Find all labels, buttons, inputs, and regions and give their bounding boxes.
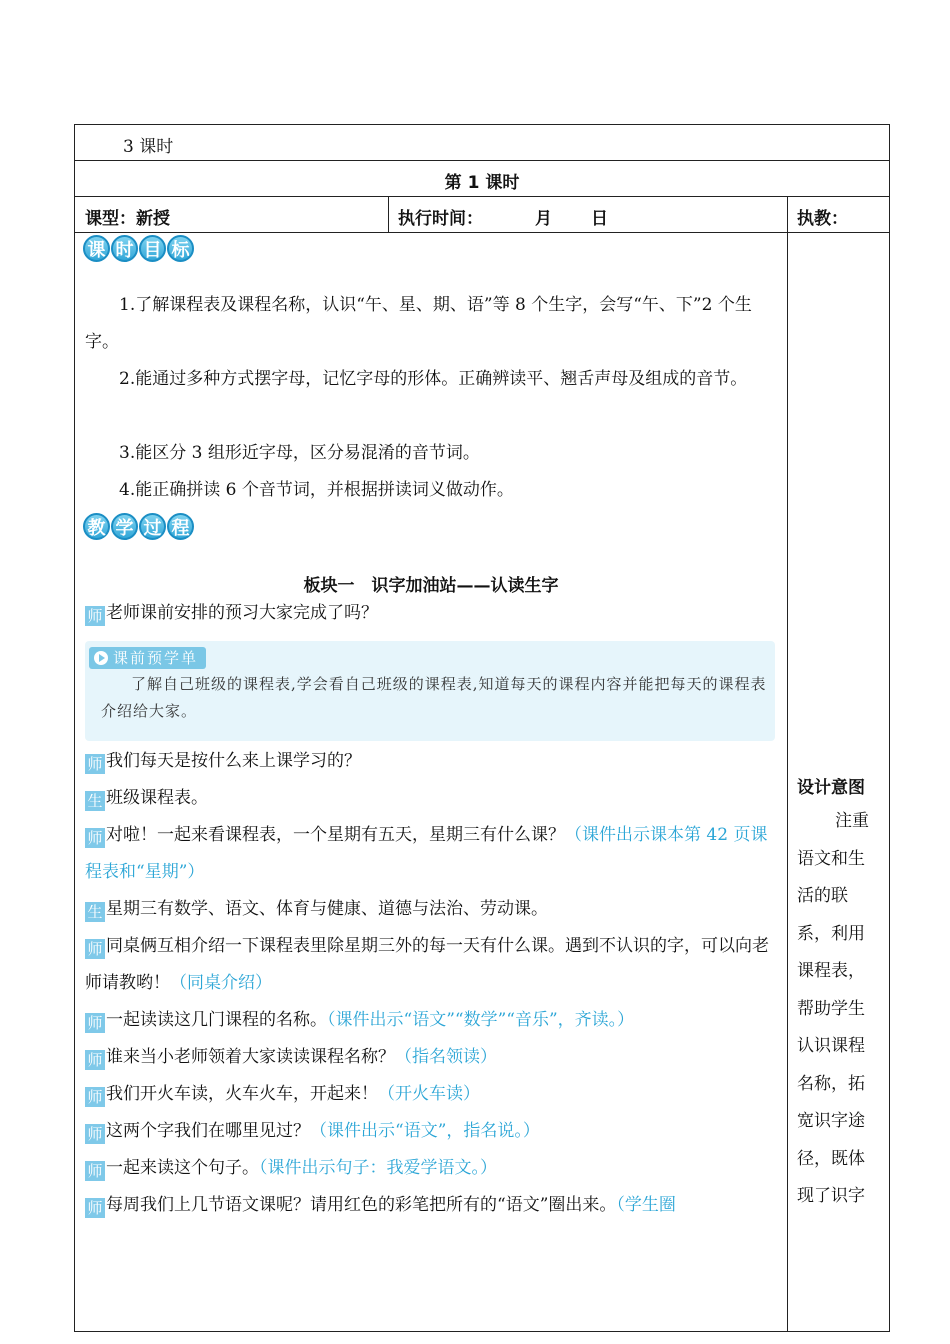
line-note: （同桌介绍） <box>170 973 272 993</box>
lesson-title-row <box>74 160 890 196</box>
badge-char: 过 <box>139 513 166 540</box>
student-tag: 生 <box>85 791 105 811</box>
line-text: 星期三有数学、语文、体育与健康、道德与法治、劳动课。 <box>106 899 548 919</box>
teacher-tag: 师 <box>85 828 105 848</box>
badge-char: 学 <box>111 513 138 540</box>
badge-char: 标 <box>167 235 194 262</box>
line-text: 每周我们上几节语文课呢？请用红色的彩笔把所有的“语文”圈出来。 <box>106 1195 617 1215</box>
hours-text: 3 课时 <box>123 137 174 157</box>
preview-card <box>85 641 775 741</box>
line-note: （指名领读） <box>395 1047 497 1067</box>
line-text: 一起读读这几门课程的名称。 <box>106 1010 327 1030</box>
dialogue-line <box>85 1076 781 1113</box>
teacher-tag: 师 <box>85 1050 105 1070</box>
badge-char: 程 <box>167 513 194 540</box>
preview-header <box>89 647 206 669</box>
student-tag: 生 <box>85 902 105 922</box>
objective-item: 3.能区分 3 组形近字母，区分易混淆的音节词。 <box>119 443 480 463</box>
badge-char: 教 <box>83 513 110 540</box>
line-text: 一起来读这个句子。 <box>106 1158 259 1178</box>
design-intent-text: 注重语文和生活的联系，利用课程表，帮助学生认识课程名称，拓宽识字途径，既体现了识字 <box>797 811 869 1206</box>
dialogue-line <box>85 780 781 817</box>
month-label: 月 <box>535 209 552 229</box>
badge-char: 时 <box>111 235 138 262</box>
dialogue-line <box>85 1113 781 1150</box>
content-row <box>74 232 890 1332</box>
exec-time-label: 执行时间： <box>398 209 483 229</box>
info-row <box>74 196 890 232</box>
objective-item: 1.了解课程表及课程名称，认识“午、星、期、语”等 8 个生字，会写“午、下”2 个生字。 <box>85 295 752 352</box>
objectives-badge <box>83 235 194 262</box>
section-title: 板块一 识字加油站——认读生字 <box>303 576 559 596</box>
dialogue-line <box>85 743 781 780</box>
line-text: 我们开火车读，火车火车，开起来！ <box>106 1084 378 1104</box>
main-column <box>75 233 787 1331</box>
teacher-tag: 师 <box>85 939 105 959</box>
line-text: 老师课前安排的预习大家完成了吗？ <box>106 603 378 623</box>
line-text: 谁来当小老师领着大家读读课程名称？ <box>106 1047 395 1067</box>
teacher-label: 执教： <box>797 209 848 229</box>
dialogue-line <box>85 1002 781 1039</box>
teacher-tag: 师 <box>85 1013 105 1033</box>
dialogue-line <box>85 595 781 632</box>
line-note: （课件出示“语文”“数学”“音乐”，齐读。） <box>327 1010 635 1030</box>
lesson-title: 第 1 课时 <box>444 173 520 193</box>
dialogue-line <box>85 817 781 891</box>
dialogue-line <box>85 1039 781 1076</box>
teacher-tag: 师 <box>85 1198 105 1218</box>
preview-text: 了解自己班级的课程表,学会看自己班级的课程表,知道每天的课程内容并能把每天的课程表介绍给大家。 <box>101 675 767 720</box>
badge-char: 课 <box>83 235 110 262</box>
line-note: （课件出示“语文”，指名说。） <box>310 1121 540 1141</box>
line-text: 班级课程表。 <box>106 788 208 808</box>
hours-row <box>74 124 890 160</box>
preview-title: 课前预学单 <box>113 649 199 667</box>
line-text: 我们每天是按什么来上课学习的？ <box>106 751 361 771</box>
line-note: （课件出示课本第 42 页课程表和“星期”） <box>85 825 768 882</box>
badge-char: 目 <box>139 235 166 262</box>
design-intent-column <box>787 233 890 1331</box>
dialogue-line <box>85 1187 781 1224</box>
teacher-tag: 师 <box>85 1161 105 1181</box>
teacher-tag: 师 <box>85 1124 105 1144</box>
lesson-type: 课型：新授 <box>85 209 170 229</box>
line-text: 对啦！一起来看课程表，一个星期有五天，星期三有什么课？ <box>106 825 565 845</box>
teacher-tag: 师 <box>85 754 105 774</box>
dialogue-line <box>85 1150 781 1187</box>
line-note: （学生圈 <box>616 1195 676 1215</box>
line-text: 这两个字我们在哪里见过？ <box>106 1121 310 1141</box>
teacher-tag: 师 <box>85 1087 105 1107</box>
objective-item: 4.能正确拼读 6 个音节词，并根据拼读词义做动作。 <box>119 480 514 500</box>
design-intent-title: 设计意图 <box>797 778 865 798</box>
dialogue-line <box>85 891 781 928</box>
line-note: （开火车读） <box>378 1084 480 1104</box>
day-label: 日 <box>591 209 608 229</box>
process-badge <box>83 513 194 540</box>
objective-item: 2.能通过多种方式摆字母，记忆字母的形体。正确辨读平、翘舌声母及组成的音节。 <box>119 369 748 389</box>
dialogue-line <box>85 928 781 1002</box>
line-note: （课件出示句子：我爱学语文。） <box>259 1158 497 1178</box>
teacher-tag: 师 <box>85 606 105 626</box>
play-icon <box>94 651 108 665</box>
line-text: 同桌俩互相介绍一下课程表里除星期三外的每一天有什么课。遇到不认识的字，可以向老师请教哟！ <box>85 936 769 993</box>
